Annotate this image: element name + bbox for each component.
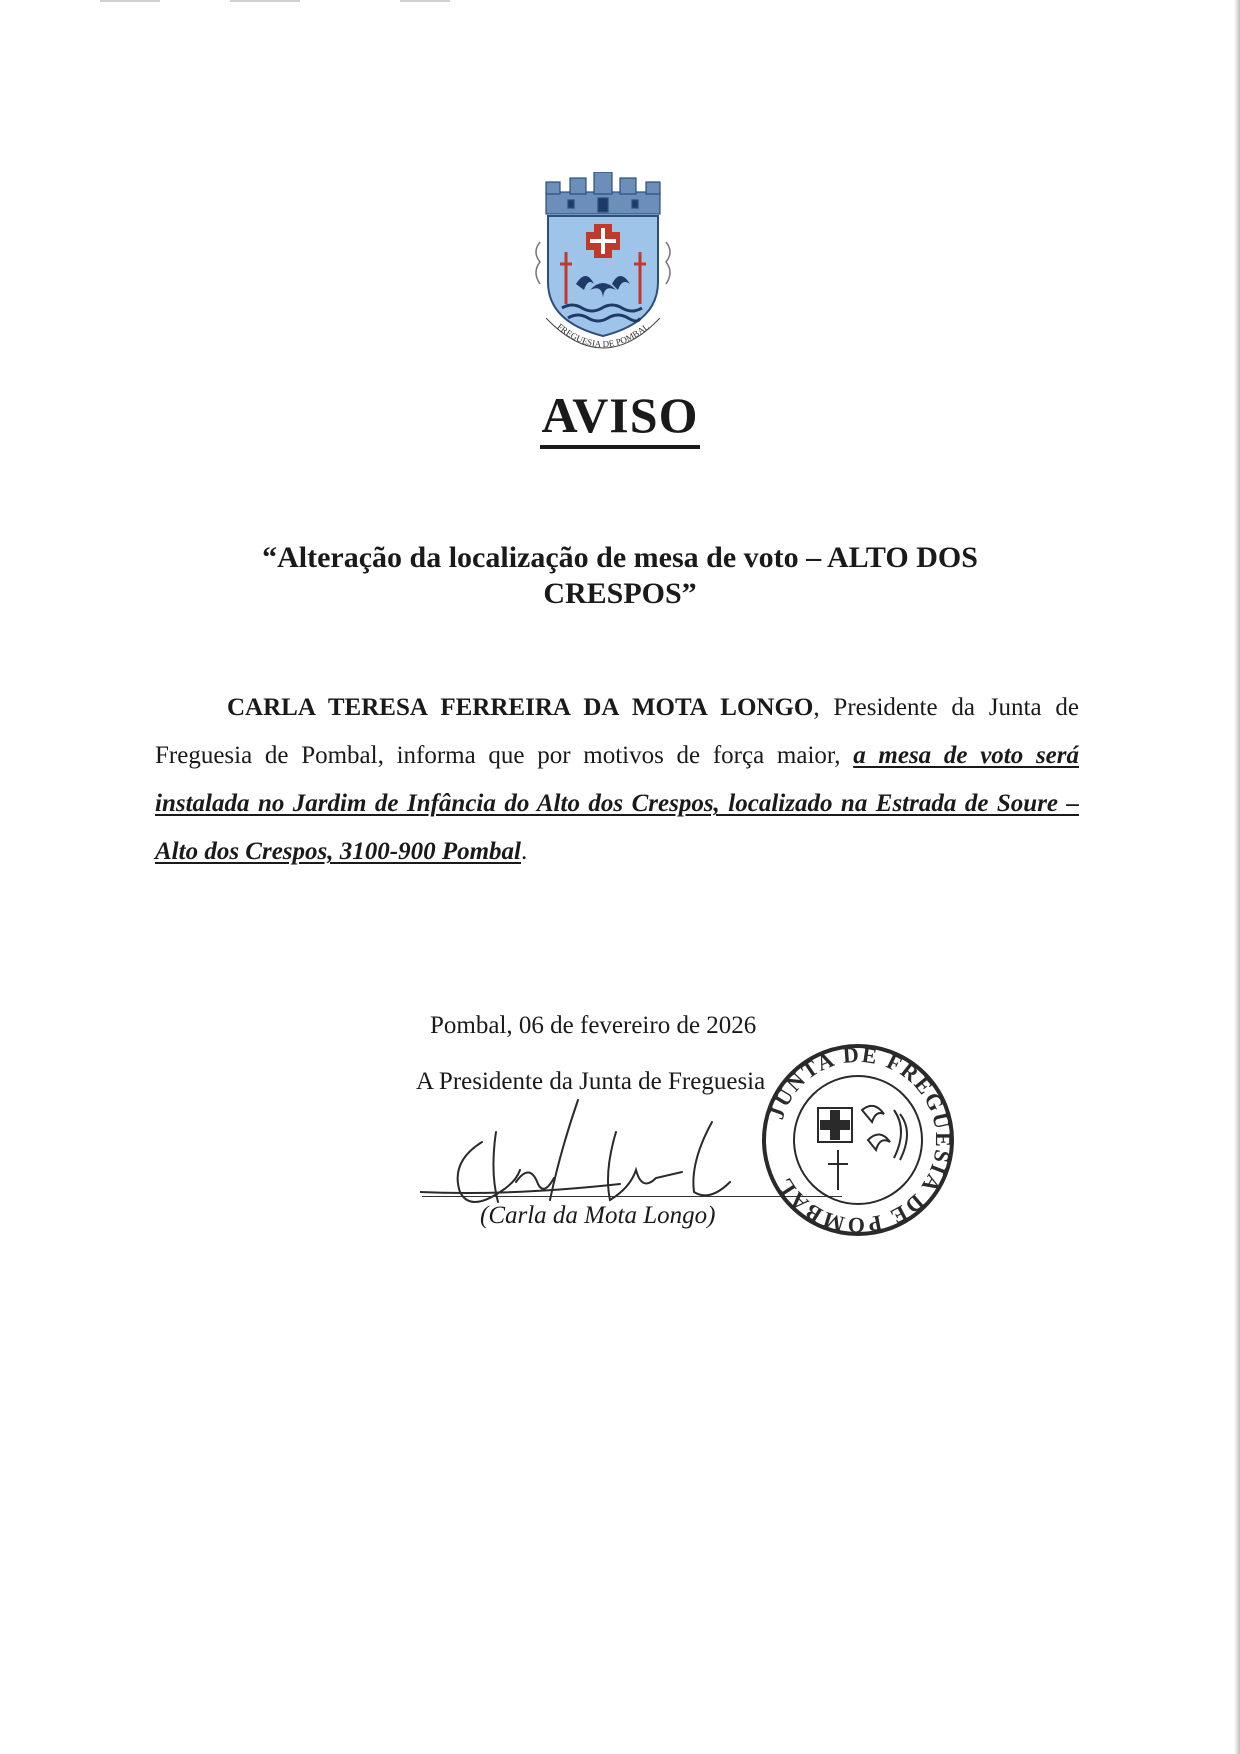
body-text-after: . xyxy=(521,838,528,865)
notice-body xyxy=(155,684,1079,876)
president-name: CARLA TERESA FERREIRA DA MOTA LONGO xyxy=(227,694,814,721)
title-text: AVISO xyxy=(540,387,701,449)
signer-role: A Presidente da Junta de Freguesia xyxy=(416,1068,766,1095)
coat-of-arms-icon xyxy=(528,172,678,364)
crest-motto: FREGUESIA DE POMBAL xyxy=(555,321,651,350)
signer-name: (Carla da Mota Longo) xyxy=(480,1202,716,1229)
stamp-text: JUNTA DE FREGUESIA DE POMBAL xyxy=(763,1041,957,1239)
official-seal-stamp xyxy=(758,1040,958,1240)
body-text-before: , Presidente da Junta de Freguesia de Pombal, informa que por motivos de força maior, xyxy=(155,694,1079,769)
scan-marks xyxy=(100,0,460,3)
svg-text:JUNTA DE FREGUESIA DE POMBAL xyxy=(763,1042,956,1239)
scan-edge xyxy=(1234,0,1240,1754)
body-emphasis: a mesa de voto será instalada no Jardim de Infância do Alto dos Crespos, localizado na Estrada de Soure – Alto dos Crespos, 3100-900 Pombal xyxy=(155,742,1079,865)
notice-subject: “Alteração da localização de mesa de voto – ALTO DOS CRESPOS” xyxy=(262,541,978,610)
place-date: Pombal, 06 de fevereiro de 2026 xyxy=(430,1012,757,1039)
page-title xyxy=(0,386,1240,449)
